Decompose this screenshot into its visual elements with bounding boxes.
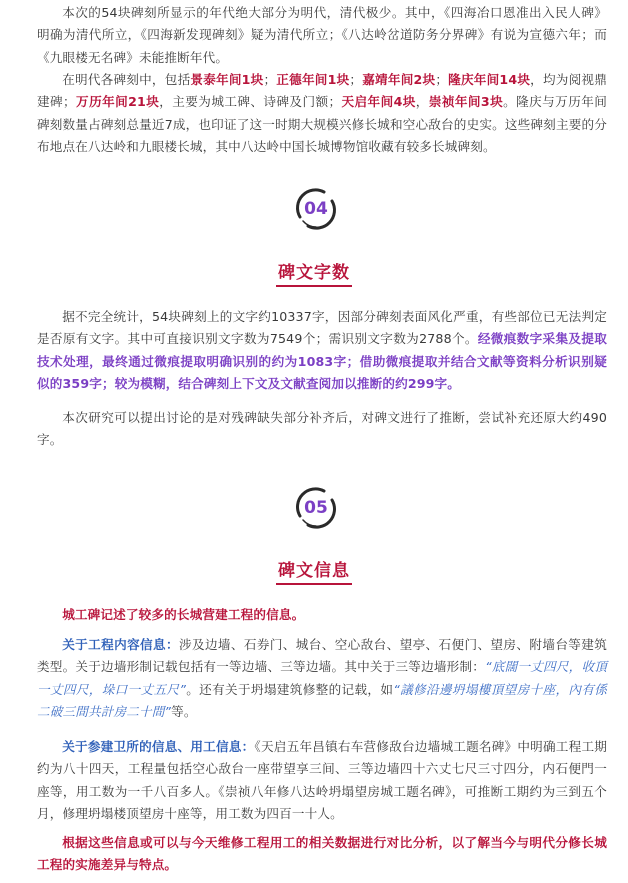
section-04-paragraph-2: 本次研究可以提出讨论的是对残碑缺失部分补齐后，对碑文进行了推断，尝试补充还原大约490字。 bbox=[37, 410, 607, 448]
section-04-paragraph-1: 据不完全统计，54块碑刻上的文字约10337字，因部分碑刻表面风化严重，有些部位已无法判定是否原有文字。其中可直接识别文字数为7549个；需识别文字数为2788个。经微痕数字采集及提取技术处理，最终通过微痕提取明确识别的约为1083字；借助微痕提取并结合文献等资料分析识别疑似的359字；较为模糊，结合碑刻上下文及文献查阅加以推断的约299字。 bbox=[37, 309, 607, 392]
section-05-lead: 城工碑记述了较多的长城营建工程的信息。 bbox=[62, 607, 305, 622]
section-05-number: 05 bbox=[304, 498, 328, 518]
section-05-paragraph-1: 关于工程内容信息：涉及边墙、石券门、城台、空心敌台、望亭、石便门、望房、附墙台等建筑类型。关于边墙形制记载包括有一等边墙、三等边墙。其中关于三等边墙形制：“底闊一丈四尺，收頂一丈四尺，垛口一丈五尺”。还有关于坍塌建筑修整的记载，如“議修沿邊坍塌樓頂望房十座，內有係二破三間共計房二十間”等。 bbox=[37, 637, 608, 720]
intro-paragraph-1: 本次的54块碑刻所显示的年代绝大部分为明代，清代极少。其中，《四海冶口恩准出入民人碑》明确为清代所立，《四海新发现碑刻》疑为清代所立；《八达岭岔道防务分界碑》有说为宣德六年；而《九眼楼无名碑》未能推断年代。 bbox=[37, 5, 607, 65]
section-05-paragraph-2: 关于参建卫所的信息、用工信息：《天启五年昌镇右车营修敌台边墙城工题名碑》中明确工程工期约为八十四天，工程量包括空心敌台一座带望享三间、三等边墙四十六丈七尺三寸四分，内石便門一座等，用工数为一千八百多人。《崇祯八年修八达岭坍塌望房城工题名碑》，可推断工期约为三到五个月，修理坍塌楼顶望房十座等，用工数为四百一十人。 bbox=[37, 739, 608, 822]
section-05-title: 碑文信息 bbox=[0, 556, 628, 585]
section-05-badge bbox=[294, 486, 338, 530]
section-04-badge bbox=[294, 187, 338, 231]
section-04-number: 04 bbox=[304, 199, 328, 219]
intro-paragraph-2: 在明代各碑刻中，包括景泰年间1块；正德年间1块；嘉靖年间2块；隆庆年间14块，均为阅视鼎建碑；万历年间21块，主要为城工碑、诗碑及门额；天启年间4块，崇祯年间3块。隆庆与万历年间碑刻数量占碑刻总量近7成，也印证了这一时期大规模兴修长城和空心敌台的史实。这些碑刻主要的分布地点在八达岭和九眼楼长城，其中八达岭中国长城博物馆收藏有较多长城碑刻。 bbox=[37, 72, 607, 155]
section-04-title: 碑文字数 bbox=[0, 258, 628, 287]
section-05-conclusion: 根据这些信息或可以与今天维修工程用工的相关数据进行对比分析，以了解当今与明代分修长城工程的实施差异与特点。 bbox=[37, 835, 607, 873]
